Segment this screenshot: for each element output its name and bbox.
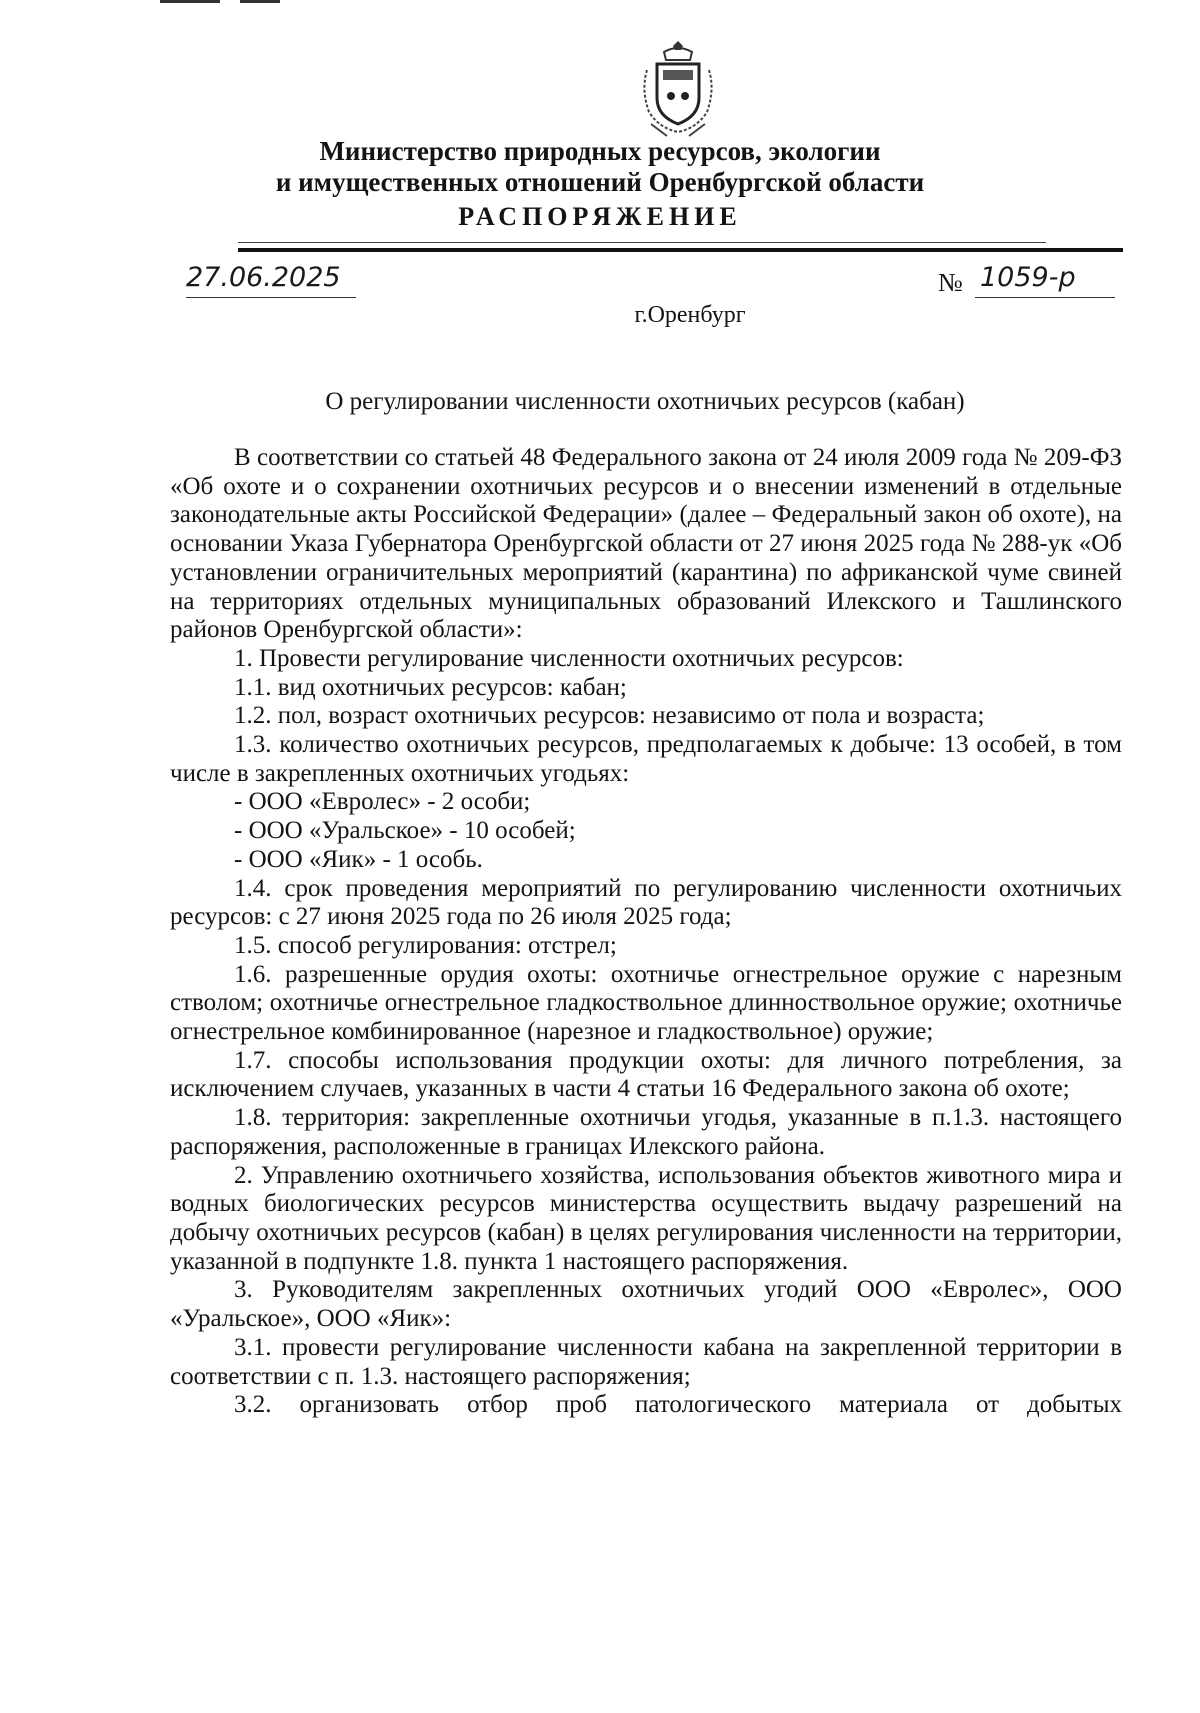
ministry-name-line1: Министерство природных ресурсов, экологии	[319, 136, 881, 166]
number-underline	[975, 297, 1115, 298]
list-item: - ООО «Яик» - 1 особь.	[234, 845, 483, 873]
paragraph: В соответствии со статьей 48 Федерального закона от 24 июля 2009 года № 209-ФЗ «Об охоте и о сохранении охотничьих ресурсов и о внесении изменений в отдельные законодательные акты Российской Федерации» (далее – Федеральный закон об охоте), на основании Указа Губернатора Оренбургской области от 27 июня 2025 года № 288-ук «Об установлении ограничительных мероприятий (карантина) по африканской чуме свиней на территориях отдельных муниципальных образований Илекского и Ташлинского районов Оренбургской области»:	[170, 444, 1122, 644]
city: г.Оренбург	[634, 302, 746, 328]
paragraph: 1.2. пол, возраст охотничьих ресурсов: независимо от пола и возраста;	[234, 702, 985, 730]
paragraph: 1.4. срок проведения мероприятий по регулированию численности охотничьих ресурсов: с 27 июня 2025 года по 26 июля 2025 года;	[170, 874, 1122, 931]
header-divider	[238, 248, 1123, 252]
paragraph: 3. Руководителям закрепленных охотничьих угодий ООО «Евролес», ООО «Уральское», ООО «Яик»:	[170, 1276, 1122, 1333]
paragraph: 2. Управлению охотничьего хозяйства, использования объектов животного мира и водных биологических ресурсов министерства осуществить выдачу разрешений на добычу охотничьих ресурсов (кабан) в целях регулирования численности на территории, указанной в подпункте 1.8. пункта 1 настоящего распоряжения.	[170, 1161, 1122, 1275]
ministry-name-line2: и имущественных отношений Оренбургской области	[275, 167, 925, 197]
date-underline	[186, 297, 356, 298]
paragraph: 1.8. территория: закрепленные охотничьи угодья, указанные в п.1.3. настоящего распоряжения, расположенные в границах Илекского района.	[170, 1104, 1122, 1160]
scan-edge-mark	[160, 0, 220, 3]
list-item: - ООО «Уральское» - 10 особей;	[234, 817, 576, 845]
paragraph: 1.3. количество охотничьих ресурсов, предполагаемых к добыче: 13 особей, в том числе в закрепленных охотничьих угодьях:	[170, 731, 1122, 787]
handwritten-number: 1059-р	[980, 262, 1076, 293]
paragraph: 3.1. провести регулирование численности кабана на закрепленной территории в соответствии с п. 1.3. настоящего распоряжения;	[170, 1333, 1122, 1390]
paragraph: 1. Провести регулирование численности охотничьих ресурсов:	[234, 644, 904, 672]
header-divider-thin	[238, 242, 1046, 243]
document-body	[170, 444, 1122, 1420]
paragraph: 3.2. организовать отбор проб патологического материала от добытых	[234, 1391, 1122, 1419]
paragraph: 1.6. разрешенные орудия охоты: охотничье огнестрельное оружие с нарезным стволом; охотничье огнестрельное гладкоствольное длинноствольное оружие; охотничье огнестрельное комбинированное (нарезное и гладкоствольное) оружие;	[170, 960, 1122, 1046]
paragraph: 1.7. способы использования продукции охоты: для личного потребления, за исключением случаев, указанных в части 4 статьи 16 Федерального закона об охоте;	[170, 1046, 1122, 1103]
coat-of-arms-emblem	[637, 40, 719, 140]
handwritten-date: 27.06.2025	[186, 262, 341, 293]
list-item: - ООО «Евролес» - 2 особи;	[234, 788, 531, 816]
document-title: О регулировании численности охотничьих ресурсов (кабан)	[325, 388, 965, 415]
scan-edge-mark	[240, 0, 280, 3]
document-type: РАСПОРЯЖЕНИЕ	[458, 202, 742, 231]
paragraph: 1.1. вид охотничьих ресурсов: кабан;	[234, 673, 627, 701]
paragraph: 1.5. способ регулирования: отстрел;	[234, 931, 617, 959]
number-label: №	[938, 268, 963, 297]
